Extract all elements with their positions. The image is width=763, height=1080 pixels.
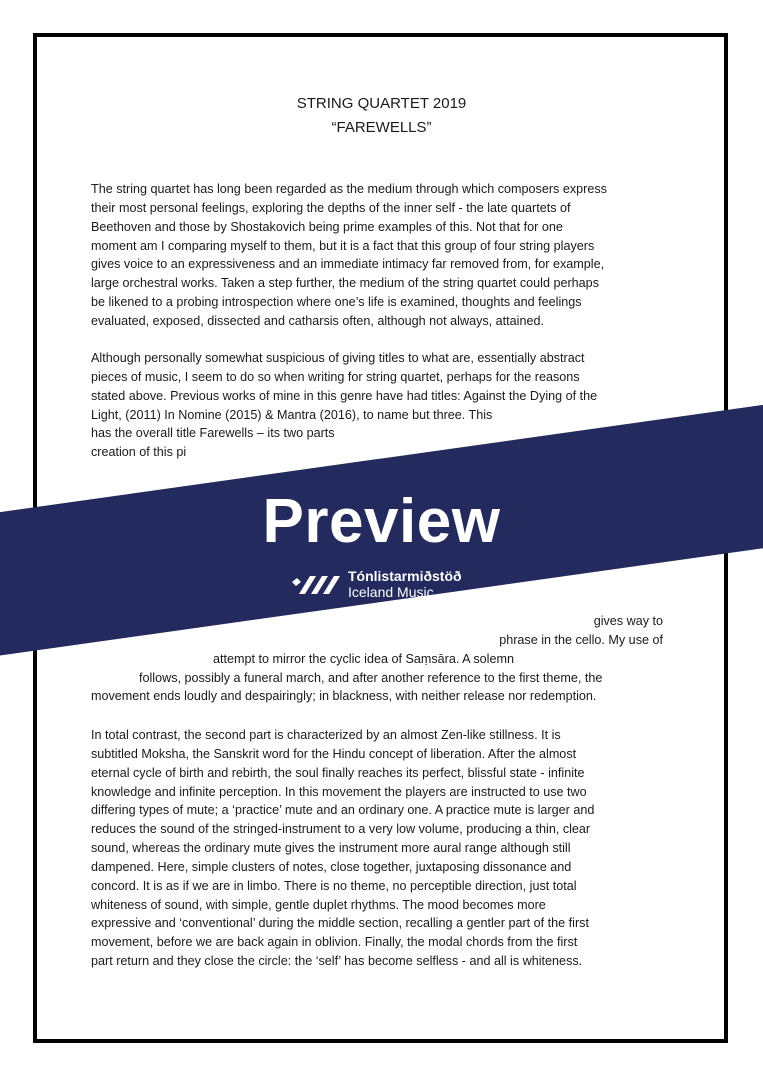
text-line: follows, possibly a funeral march, and after another reference to the first theme, the: [139, 670, 603, 685]
paragraph-1: [91, 180, 681, 331]
text-line: has the overall title Farewells – its two parts: [91, 426, 335, 441]
document-title: STRING QUARTET 2019: [296, 95, 467, 112]
text-line: gives way to: [593, 614, 663, 628]
text-line: concord. It is as if we are in limbo. There is no theme, no perceptible direction, just total: [91, 878, 577, 893]
text-line: Beethoven and those by Shostakovich being prime examples of this. Not that for one: [91, 219, 563, 234]
text-line: phrase in the cello. My use of: [499, 632, 663, 647]
iceland-music-logo: [292, 568, 492, 604]
text-line: creation of this pi: [91, 445, 187, 460]
text-line: subtitled Moksha, the Sanskrit word for the Hindu concept of liberation. After the almost: [91, 746, 577, 761]
preview-label: Preview: [262, 487, 501, 556]
logo-text-english: Iceland Music: [348, 584, 434, 600]
text-line: In total contrast, the second part is characterized by an almost Zen-like stillness. It is: [91, 728, 561, 742]
text-line: eternal cycle of birth and rebirth, the soul finally reaches its perfect, blissful state - infinite: [91, 765, 585, 780]
text-line: movement ends loudly and despairingly; in blackness, with neither release nor redemption.: [91, 689, 597, 704]
text-line: Although personally somewhat suspicious of giving titles to what are, essentially abstract: [91, 351, 585, 365]
text-line: attempt to mirror the cyclic idea of Saṃsāra. A solemn: [213, 651, 514, 666]
text-line: expressive and ‘conventional’ during the middle section, recalling a gentler part of the first: [91, 916, 589, 931]
text-line: Light, (2011) In Nomine (2015) & Mantra (2016), to name but three. This: [91, 407, 493, 422]
text-line: pieces of music, I seem to do so when writing for string quartet, perhaps for the reasons: [91, 369, 580, 384]
text-line: gives voice to an expressiveness and an immediate intimacy far removed from, for example,: [91, 257, 605, 272]
text-line: sound, whereas the ordinary mute gives the instrument more aural range although still: [91, 841, 571, 856]
text-line: reduces the sound of the stringed-instrument to a very low volume, producing a thin, clear: [91, 822, 591, 837]
text-line: whiteness of sound, with simple, gentle duplet rhythms. The mood becomes more: [91, 897, 546, 912]
text-line: differing types of mute; a ‘practice’ mute and an ordinary one. A practice mute is larger and: [91, 803, 595, 818]
text-line: moment am I comparing myself to them, but it is a fact that this group of four string players: [91, 238, 595, 253]
text-line: large orchestral works. Taken a step further, the medium of the string quartet could perhaps: [91, 276, 599, 291]
document-subtitle: “FAREWELLS”: [331, 119, 432, 136]
text-line: knowledge and infinite perception. In this movement the players are instructed to use two: [91, 784, 587, 799]
text-line: be likened to a probing introspection where one’s life is examined, thoughts and feelings: [91, 295, 582, 310]
iceland-music-logo-icon: [292, 572, 340, 598]
text-line: part return and they close the circle: the ‘self’ has become selfless - and all is whiteness.: [91, 954, 583, 969]
text-line: The string quartet has long been regarded as the medium through which composers express: [91, 182, 607, 196]
logo-text-icelandic: Tónlistarmiðstöð: [348, 568, 462, 584]
text-line: dampened. Here, simple clusters of notes, close together, juxtaposing dissonance and: [91, 859, 572, 874]
text-line: their most personal feelings, exploring the depths of the inner self - the late quartets of: [91, 200, 571, 215]
paragraph-4: [91, 726, 681, 971]
text-line: evaluated, exposed, dissected and catharsis often, although not always, attained.: [91, 313, 544, 328]
text-line: stated above. Previous works of mine in this genre have had titles: Against the Dying of the: [91, 388, 598, 403]
text-line: movement, before we are back again in oblivion. Finally, the modal chords from the first: [91, 935, 578, 950]
